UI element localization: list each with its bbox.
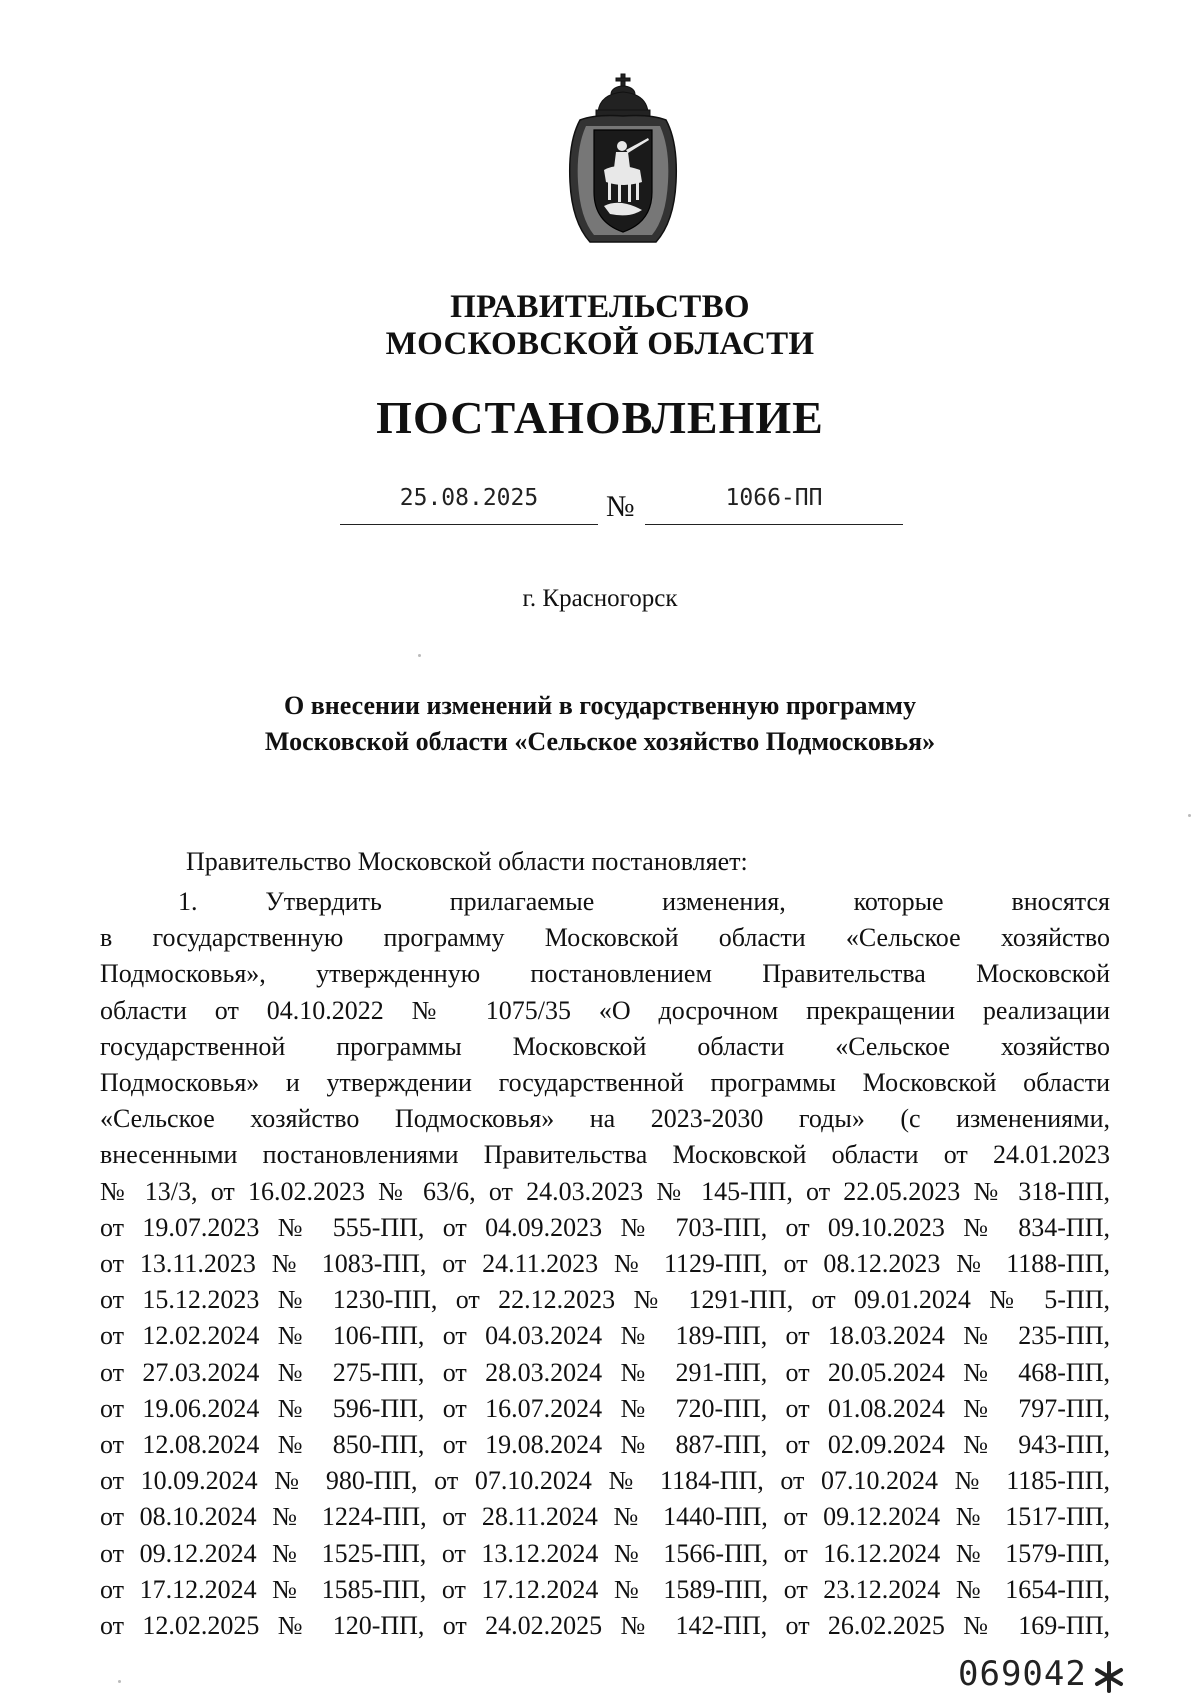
scan-speck — [118, 1680, 121, 1683]
paragraph-line: «Сельское хозяйство Подмосковья» на 2023-2030 годы» (с изменениями, — [100, 1104, 1110, 1133]
document-date: 25.08.2025 — [399, 485, 539, 511]
paragraph-line: области от 04.10.2022 № 1075/35 «О досрочном прекращении реализации — [100, 996, 1110, 1025]
paragraph-line: внесенными постановлениями Правительства Московской области от 24.01.2023 — [100, 1140, 1110, 1169]
paragraph-line: от 09.12.2024 № 1525-ПП, от 13.12.2024 № 1566-ПП, от 16.12.2024 № 1579-ПП, — [100, 1539, 1110, 1568]
paragraph-line: от 15.12.2023 № 1230-ПП, от 22.12.2023 № 1291-ПП, от 09.01.2024 № 5-ПП, — [100, 1285, 1110, 1314]
scan-speck — [418, 654, 421, 657]
paragraph-line: от 12.02.2025 № 120-ПП, от 24.02.2025 № 142-ПП, от 26.02.2025 № 169-ПП, — [100, 1611, 1110, 1640]
city-of-issue: г. Красногорск — [522, 585, 678, 612]
subject-title-line1: О внесении изменений в государственную программу — [284, 691, 916, 720]
paragraph-line: от 19.06.2024 № 596-ПП, от 16.07.2024 № 720-ПП, от 01.08.2024 № 797-ПП, — [100, 1394, 1110, 1423]
organization-name-line1: ПРАВИТЕЛЬСТВО — [450, 289, 750, 325]
organization-name-line2: МОСКОВСКОЙ ОБЛАСТИ — [385, 326, 815, 362]
paragraph-line: 1. Утвердить прилагаемые изменения, которые вносятся — [178, 887, 1110, 916]
intro-sentence: Правительство Московской области постановляет: — [186, 847, 748, 876]
asterisk-mark — [1092, 1660, 1126, 1694]
date-underline — [340, 524, 598, 525]
coat-of-arms-emblem — [560, 72, 686, 250]
paragraph-line: от 27.03.2024 № 275-ПП, от 28.03.2024 № 291-ПП, от 20.05.2024 № 468-ПП, — [100, 1358, 1110, 1387]
paragraph-line: от 19.07.2023 № 555-ПП, от 04.09.2023 № 703-ПП, от 09.10.2023 № 834-ПП, — [100, 1213, 1110, 1242]
paragraph-line: Подмосковья», утвержденную постановлением Правительства Московской — [100, 959, 1110, 988]
document-type-title: ПОСТАНОВЛЕНИЕ — [376, 392, 824, 443]
paragraph-line: № 13/3, от 16.02.2023 № 63/6, от 24.03.2023 № 145-ПП, от 22.05.2023 № 318-ПП, — [100, 1177, 1110, 1206]
paragraph-line: государственной программы Московской области «Сельское хозяйство — [100, 1032, 1110, 1061]
document-number: 1066-ПП — [725, 485, 823, 511]
paragraph-line: в государственную программу Московской области «Сельское хозяйство — [100, 923, 1110, 952]
number-underline — [645, 524, 903, 525]
paragraph-line: от 10.09.2024 № 980-ПП, от 07.10.2024 № 1184-ПП, от 07.10.2024 № 1185-ПП, — [100, 1466, 1110, 1495]
paragraph-line: от 08.10.2024 № 1224-ПП, от 28.11.2024 № 1440-ПП, от 09.12.2024 № 1517-ПП, — [100, 1502, 1110, 1531]
paragraph-line: Подмосковья» и утверждении государственной программы Московской области — [100, 1068, 1110, 1097]
number-sign: № — [606, 490, 635, 523]
subject-title-line2: Московской области «Сельское хозяйство Подмосковья» — [264, 727, 936, 756]
scan-speck — [1188, 814, 1191, 817]
paragraph-line: от 12.02.2024 № 106-ПП, от 04.03.2024 № 189-ПП, от 18.03.2024 № 235-ПП, — [100, 1321, 1110, 1350]
paragraph-line: от 13.11.2023 № 1083-ПП, от 24.11.2023 № 1129-ПП, от 08.12.2023 № 1188-ПП, — [100, 1249, 1110, 1278]
paragraph-line: от 12.08.2024 № 850-ПП, от 19.08.2024 № 887-ПП, от 02.09.2024 № 943-ПП, — [100, 1430, 1110, 1459]
paragraph-line: от 17.12.2024 № 1585-ПП, от 17.12.2024 № 1589-ПП, от 23.12.2024 № 1654-ПП, — [100, 1575, 1110, 1604]
serial-number: 069042 — [958, 1654, 1087, 1694]
